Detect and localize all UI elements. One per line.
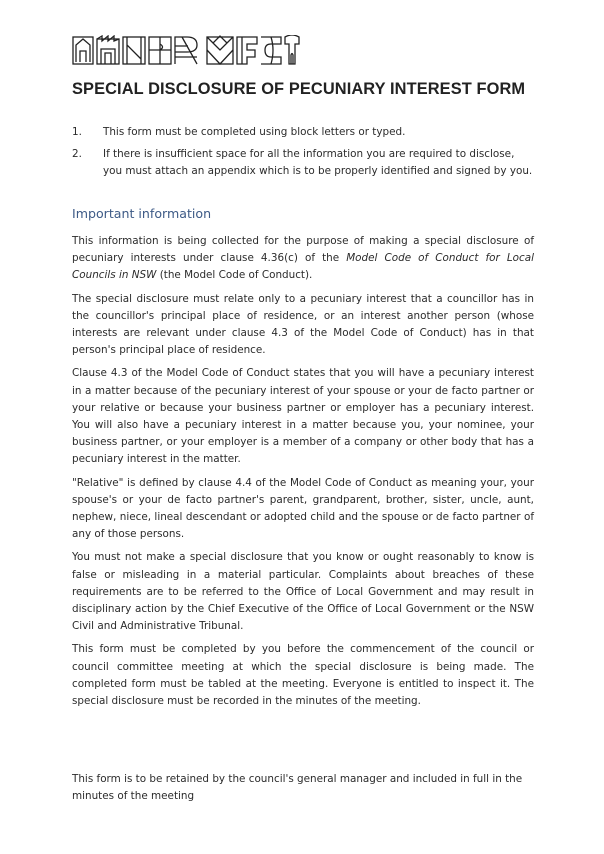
item-text: This form must be completed using block letters or typed. [103, 126, 406, 138]
instruction-item [72, 124, 534, 141]
paragraph-relative-definition: "Relative" is defined by clause 4.4 of the Model Code of Conduct as meaning your, your spouse's or your de facto partner's parent, grandparent, brother, sister, uncle, aunt, nephew, niece, lineal descendant or adopted child and the spouse or de facto partner of any of those persons. [72, 476, 534, 541]
item-number: 1. [72, 126, 82, 138]
item-text: If there is insufficient space for all the information you are required to disclose, you must attach an appendix which is to be properly identified and signed by you. [103, 148, 533, 177]
paragraph-scope: The special disclosure must relate only to a pecuniary interest that a councillor has in the councillor's principal place of residence, or an interest another person (whose interests are relevant under clause 4.3 of the Model Code of Conduct) has in that person's principal place of residence. [72, 292, 534, 357]
paragraph-false-disclosure: You must not make a special disclosure that you know or ought reasonably to know is false or misleading in a material particular. Complaints about breaches of these requirements are to be referred to the Office of Local Government and may result in disciplinary action by the Chief Executive of the Office of Local Government or the NSW Civil and Administrative Tribunal. [72, 551, 534, 633]
page-title: SPECIAL DISCLOSURE OF PECUNIARY INTEREST FORM [72, 80, 526, 98]
text-span: This information is being collected for the purpose of making a special disclosure of pecuniary interests under clause 4.36(c) of the [72, 235, 534, 265]
important-information-heading: Important information [72, 206, 212, 221]
paragraph-clause-4-3: Clause 4.3 of the Model Code of Conduct states that you will have a pecuniary interest in a matter because of the pecuniary interest of your spouse or your de facto partner or your relative or because your business partner or employer has a pecuniary interest. You will also have a pecuniary interest in a matter because you, your nominee, your business partner, or your employer is a member of a company or other body that has a pecuniary interest in the matter. [72, 367, 534, 466]
important-information-body [72, 233, 534, 716]
inner-west-logo [72, 35, 300, 65]
instructions-list [72, 124, 534, 185]
code-of-conduct-title: Model Code of Conduct for Local Councils in NSW [72, 252, 534, 282]
footer-text: This form is to be retained by the council's general manager and included in full in the minutes of the meeting [72, 773, 523, 803]
instruction-item [72, 146, 534, 180]
logo-icon [72, 35, 300, 65]
item-number: 2. [72, 148, 82, 160]
paragraph-completion-timing: This form must be completed by you before the commencement of the council or council committee meeting at which the special disclosure is being made. The completed form must be tabled at the meeting. Everyone is entitled to inspect it. The special disclosure must be recorded in the minutes of the meeting. [72, 643, 534, 708]
paragraph-collection-purpose [72, 233, 534, 285]
retention-note [72, 771, 534, 805]
text-span: (the Model Code of Conduct). [156, 269, 313, 282]
